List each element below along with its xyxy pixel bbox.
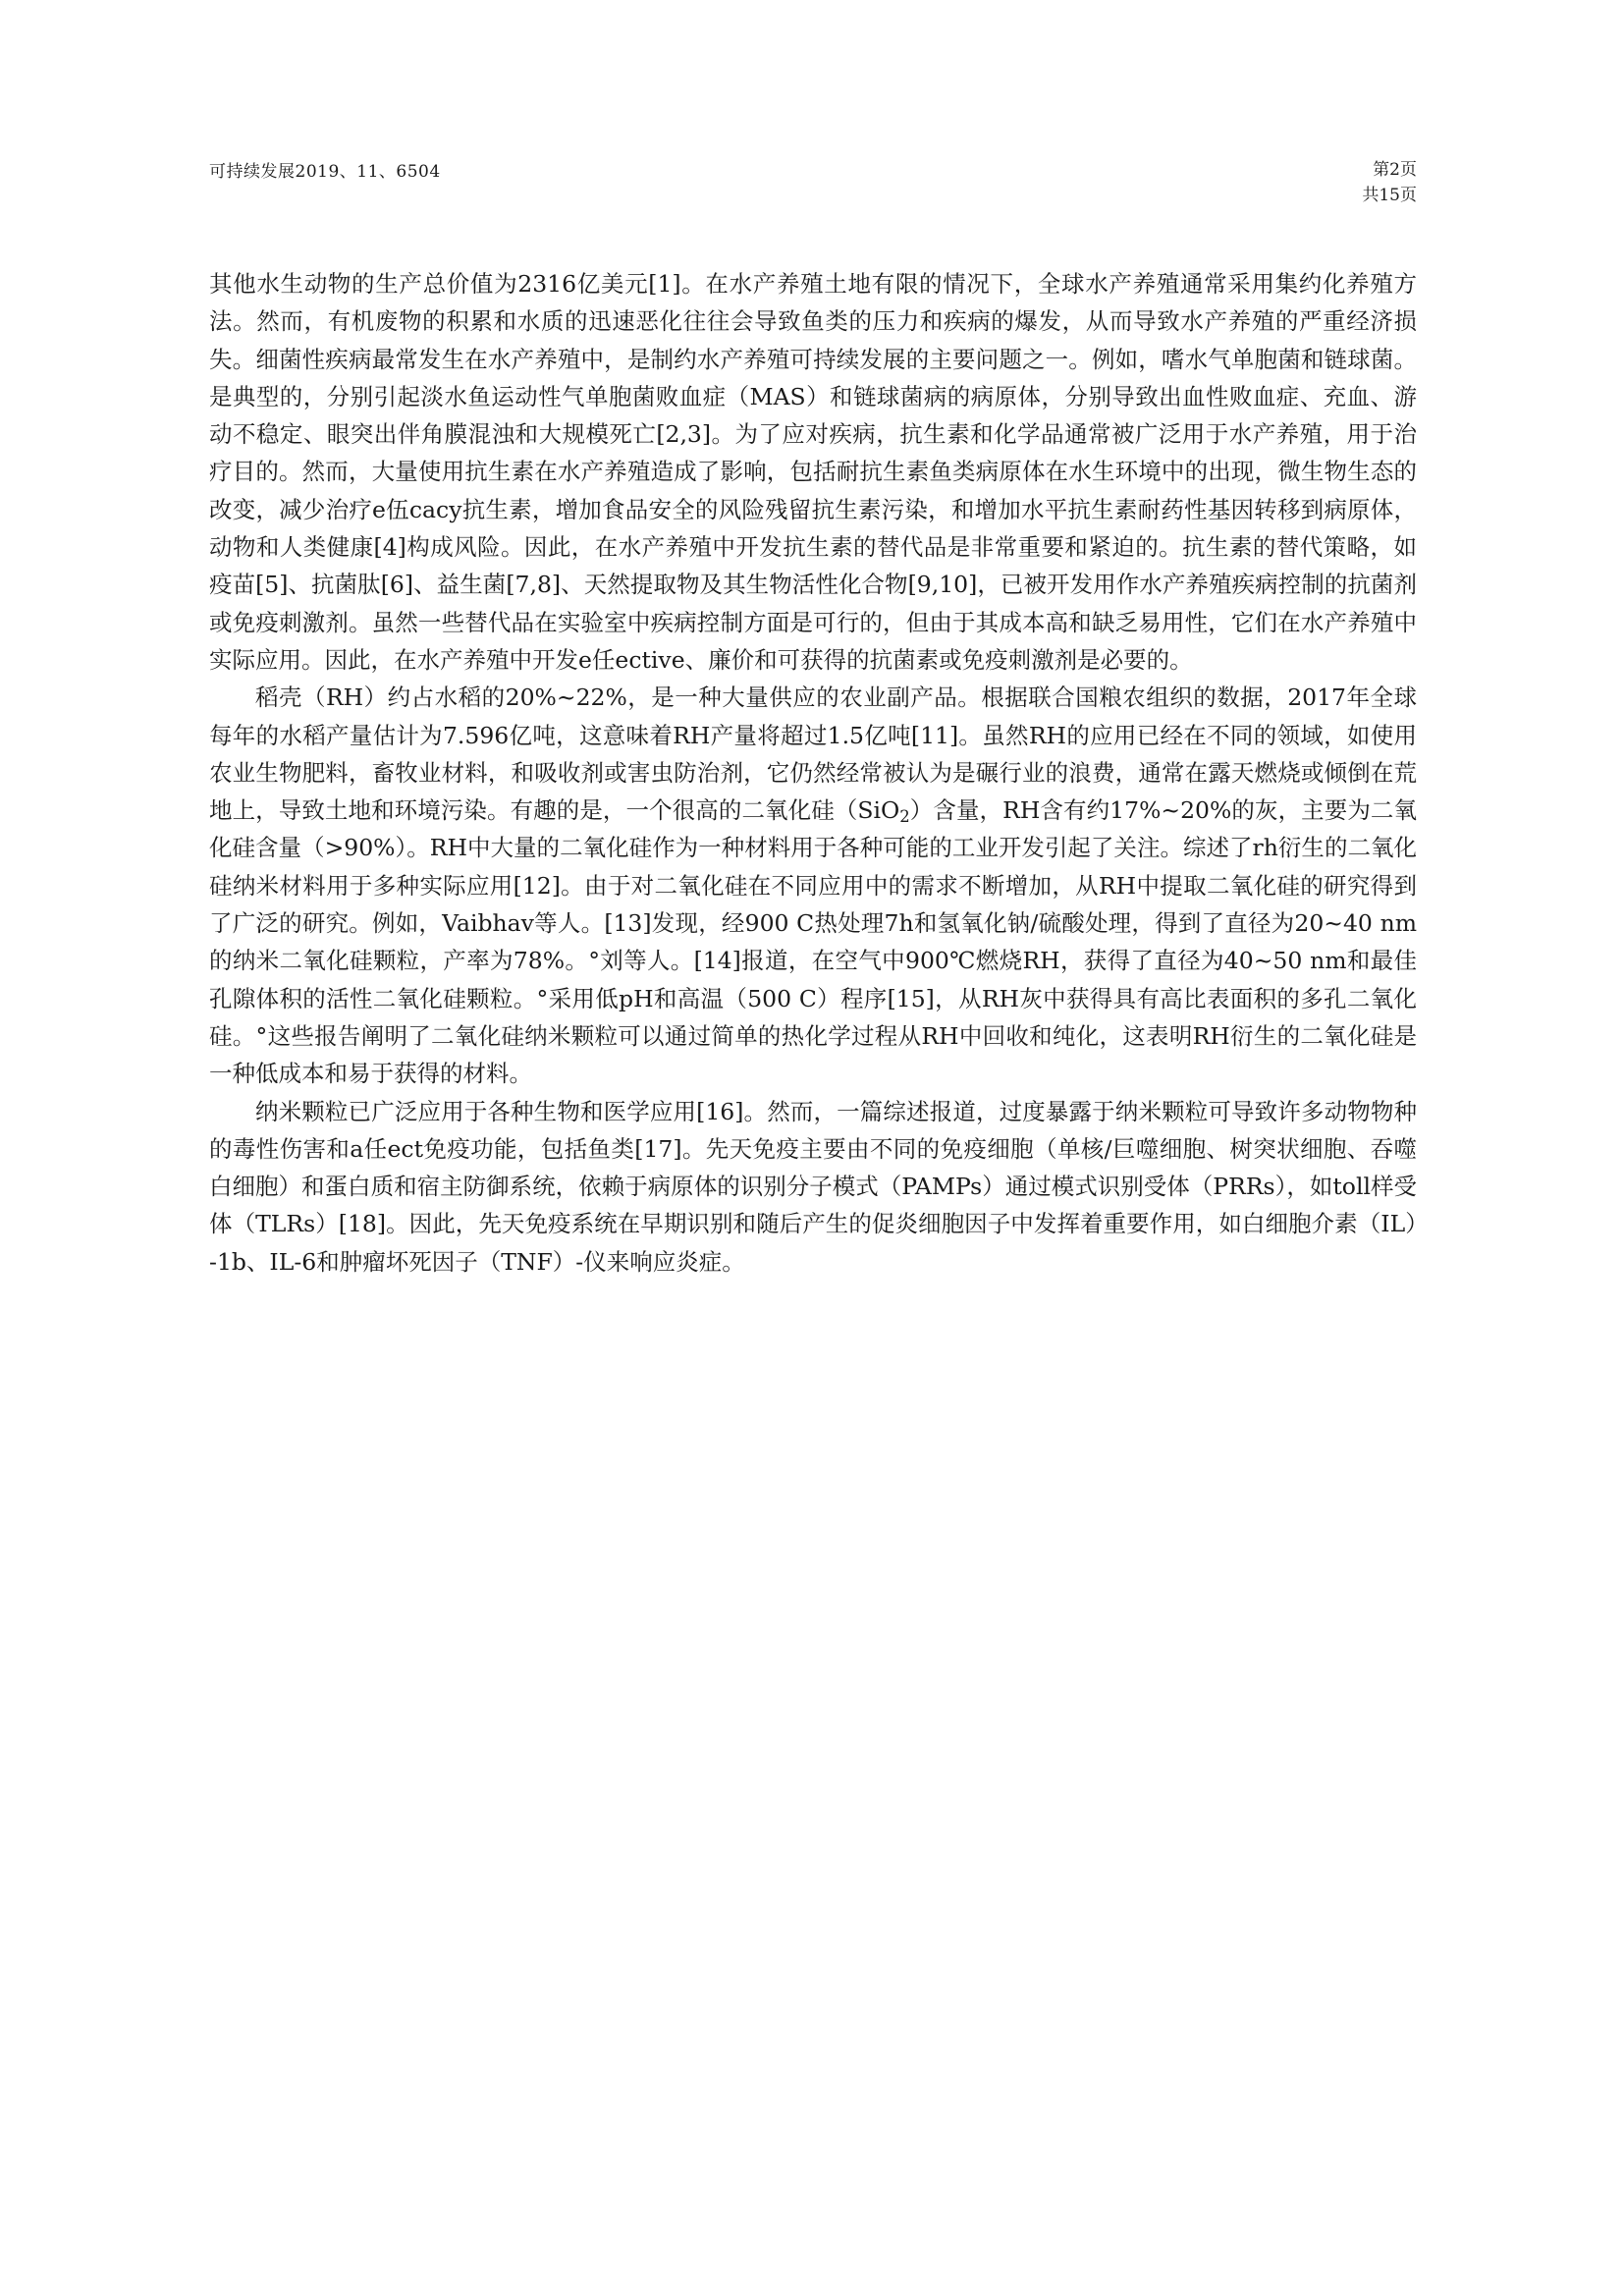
paragraph-text: 纳米颗粒已广泛应用于各种生物和医学应用[16]。然而，一篇综述报道，过度暴露于纳米颗粒可导致许多动物物种的毒性伤害和a任ect免疫功能，包括鱼类[17]。先天免疫主要由不同的免疫细胞（单核/巨噬细胞、树突状细胞、吞噬白细胞）和蛋白质和宿主防御系统，依赖于病原体的识别分子模式（PAMPs）通过模式识别受体（PRRs），如toll样受体（TLRs）[18]。因此，先天免疫系统在早期识别和随后产生的促炎细胞因子中发挥着重要作用，如白细胞介素（IL）-1b、IL-6和肿瘤坏死因子（TNF）-仪来响应炎症。 xyxy=(209,1097,1417,1276)
paragraph-text: 稻壳（RH）约占水稻的20%~22%，是一种大量供应的农业副产品。根据联合国粮农组织的数据，2017年全球每年的水稻产量估计为7.596亿吨，这意味着RH产量将超过1.5亿吨[11]。虽然RH的应用已经在不同的领域，如使用农业生物肥料，畜牧业材料，和吸收剂或害虫防治剂，它仍然经常被认为是碾行业的浪费，通常在露天燃烧或倾倒在荒地上，导致土地和环境污染。有趣的是，一个很高的二氧化硅（SiO xyxy=(209,683,1417,825)
paragraph-text: ）含量，RH含有约17%~20%的灰，主要为二氧化硅含量（>90%）。RH中大量的二氧化硅作为一种材料用于各种可能的工业开发引起了关注。综述了rh衍生的二氧化硅纳米材料用于多种实际应用[12]。由于对二氧化硅在不同应用中的需求不断增加，从RH中提取二氧化硅的研究得到了广泛的研究。例如，Vaibhav等人。[13]发现，经900 C热处理7h和氢氧化钠/硫酸处理，得到了直径为20~40 nm的纳米二氧化硅颗粒，产率为78%。°刘等人。[14]报道，在空气中900℃燃烧RH，获得了直径为40~50 nm和最佳孔隙体积的活性二氧化硅颗粒。°采用低pH和高温（500 C）程序[15]，从RH灰中获得具有高比表面积的多孔二氧化硅。°这些报告阐明了二氧化硅纳米颗粒可以通过简单的热化学过程从RH中回收和纯化，这表明RH衍生的二氧化硅是一种低成本和易于获得的材料。 xyxy=(209,796,1417,1088)
paragraph xyxy=(209,1093,1417,1281)
running-header-journal: 可持续发展2019、11、6504 xyxy=(209,162,441,182)
running-header-pagination xyxy=(1362,157,1417,208)
paragraph xyxy=(209,265,1417,679)
paragraph-text: 其他水生动物的生产总价值为2316亿美元[1]。在水产养殖土地有限的情况下，全球水产养殖通常采用集约化养殖方法。然而，有机废物的积累和水质的迅速恶化往往会导致鱼类的压力和疾病的爆发，从而导致水产养殖的严重经济损失。细菌性疾病最常发生在水产养殖中，是制约水产养殖可持续发展的主要问题之一。例如，嗜水气单胞菌和链球菌。是典型的，分别引起淡水鱼运动性气单胞菌败血症（MAS）和链球菌病的病原体，分别导致出血性败血症、充血、游动不稳定、眼突出伴角膜混浊和大规模死亡[2,3]。为了应对疾病，抗生素和化学品通常被广泛用于水产养殖，用于治疗目的。然而，大量使用抗生素在水产养殖造成了影响，包括耐抗生素鱼类病原体在水生环境中的出现，微生物生态的改变，减少治疗e伍cacy抗生素，增加食品安全的风险残留抗生素污染，和增加水平抗生素耐药性基因转移到病原体，动物和人类健康[4]构成风险。因此，在水产养殖中开发抗生素的替代品是非常重要和紧迫的。抗生素的替代策略，如疫苗[5]、抗菌肽[6]、益生菌[7,8]、天然提取物及其生物活性化合物[9,10]，已被开发用作水产养殖疾病控制的抗菌剂或免疫刺激剂。虽然一些替代品在实验室中疾病控制方面是可行的，但由于其成本高和缺乏易用性，它们在水产养殖中实际应用。因此，在水产养殖中开发e任ective、廉价和可获得的抗菌素或免疫刺激剂是必要的。 xyxy=(209,270,1417,674)
subscript-text: 2 xyxy=(899,807,910,827)
page-total: 共15页 xyxy=(1362,186,1417,205)
body-text xyxy=(209,265,1417,1281)
page-number: 第2页 xyxy=(1373,160,1417,180)
paragraph xyxy=(209,679,1417,1092)
